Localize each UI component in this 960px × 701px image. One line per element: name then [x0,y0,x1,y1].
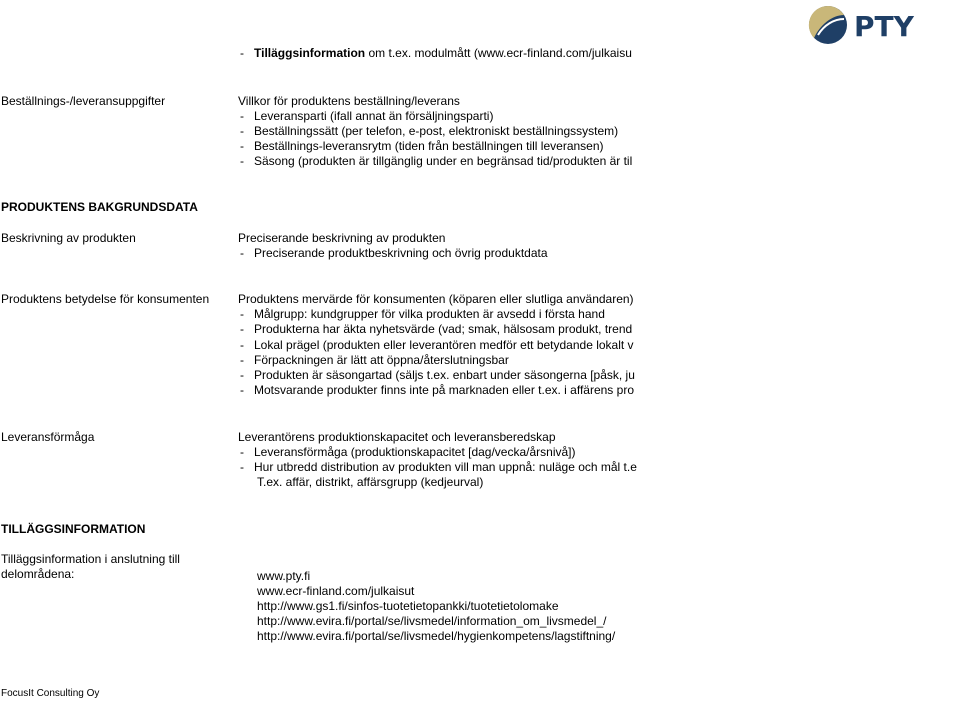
section-heading-additional: TILLÄGGSINFORMATION [1,522,146,536]
significance-label: Produktens betydelse för konsumenten [1,292,210,306]
additional-label-line1: Tilläggsinformation i anslutning till [1,552,180,566]
delivery-continuation: T.ex. affär, distrikt, affärsgrupp (kedjeurval) [257,475,484,489]
top-line [240,46,648,61]
link-evira-hygienkompetens[interactable]: http://www.evira.fi/portal/se/livsmedel/hygienkompetens/lagstiftning/ [257,629,616,643]
top-line-bold: Tilläggsinformation [254,46,366,60]
ordering-item: - Leveransparti (ifall annat än försäljningsparti) [240,109,494,123]
description-item: - Preciserande produktbeskrivning och övrig produktdata [240,246,548,260]
description-label: Beskrivning av produkten [1,231,136,245]
significance-item: - Förpackningen är lätt att öppna/återslutningsbar [240,353,509,367]
significance-item: - Produkten är säsongartad (säljs t.ex. enbart under säsongerna [påsk, ju [240,368,635,382]
delivery-item: - Leveransförmåga (produktionskapacitet [dag/vecka/årsnivå]) [240,445,576,459]
link-evira-information[interactable]: http://www.evira.fi/portal/se/livsmedel/information_om_livsmedel_/ [257,614,607,628]
delivery-title: Leverantörens produktionskapacitet och leveransberedskap [238,430,556,444]
significance-item: - Målgrupp: kundgrupper för vilka produkten är avsedd i första hand [240,307,605,321]
footer-company: FocusIt Consulting Oy [1,688,100,699]
significance-title: Produktens mervärde för konsumenten (köparen eller slutliga användaren) [238,292,634,306]
link-ecr-finland[interactable]: www.ecr-finland.com/julkaisut [257,584,415,598]
pty-logo-mark-icon [806,5,956,45]
significance-item: - Motsvarande produkter finns inte på marknaden eller t.ex. i affärens pro [240,383,634,397]
ordering-title: Villkor för produktens beställning/leverans [238,94,460,108]
significance-item: - Lokal prägel (produkten eller leverantören medför ett betydande lokalt v [240,338,634,352]
delivery-label: Leveransförmåga [1,430,95,444]
significance-item: - Produkterna har äkta nyhetsvärde (vad; smak, hälsosam produkt, trend [240,322,633,336]
link-pty[interactable]: www.pty.fi [257,569,311,583]
link-gs1[interactable]: http://www.gs1.fi/sinfos-tuotetietopankki/tuotetietolomake [257,599,559,613]
ordering-item: - Beställnings-leveransrytm (tiden från beställningen till leveransen) [240,139,604,153]
logo-text: PTY [854,10,914,43]
delivery-item: - Hur utbredd distribution av produkten vill man uppnå: nuläge och mål t.e [240,460,637,474]
ordering-item: - Beställningssätt (per telefon, e-post, elektroniskt beställningssystem) [240,124,619,138]
top-line-rest: om t.ex. modulmått (www.ecr-finland.com/julkaisu [365,46,632,60]
ordering-label: Beställnings-/leveransuppgifter [1,94,166,108]
additional-label-line2: delområdena: [1,567,75,581]
ordering-item: - Säsong (produkten är tillgänglig under en begränsad tid/produkten är til [240,154,633,168]
top-line-dash: - [240,46,244,60]
section-heading-background: PRODUKTENS BAKGRUNDSDATA [1,200,198,214]
description-title: Preciserande beskrivning av produkten [238,231,446,245]
pty-logo [806,5,956,45]
